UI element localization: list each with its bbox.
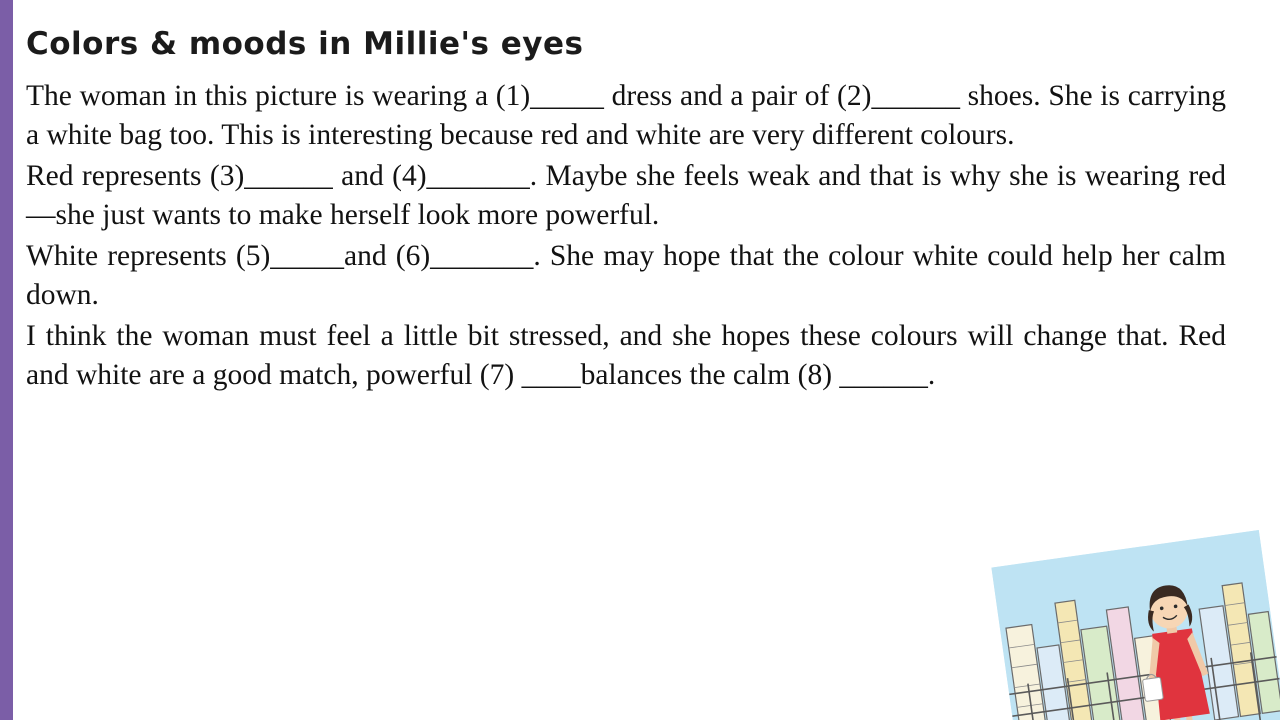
paragraph-3: White represents (5)_____and (6)_______. She may hope that the colour white could help her calm down.	[26, 239, 1226, 311]
page-title: Colors & moods in Millie's eyes	[26, 26, 584, 62]
paragraph-1: The woman in this picture is wearing a (1)_____ dress and a pair of (2)______ shoes. She is carrying a white bag too. This is interesting because red and white are very different colours.	[26, 80, 1226, 152]
photo-illustration	[991, 530, 1280, 720]
paragraph-2: Red represents (3)______ and (4)_______. Maybe she feels weak and that is why she is wearing red—she just wants to make herself look more powerful.	[26, 160, 1226, 231]
slide-content	[26, 26, 1256, 397]
woman-in-red-dress-city-photo	[991, 530, 1280, 720]
left-accent-bar	[0, 0, 13, 720]
paragraph-4: I think the woman must feel a little bit stressed, and she hopes these colours will change that. Red and white are a good match, powerful (7) ____balances the calm (8) ______.	[26, 319, 1226, 391]
